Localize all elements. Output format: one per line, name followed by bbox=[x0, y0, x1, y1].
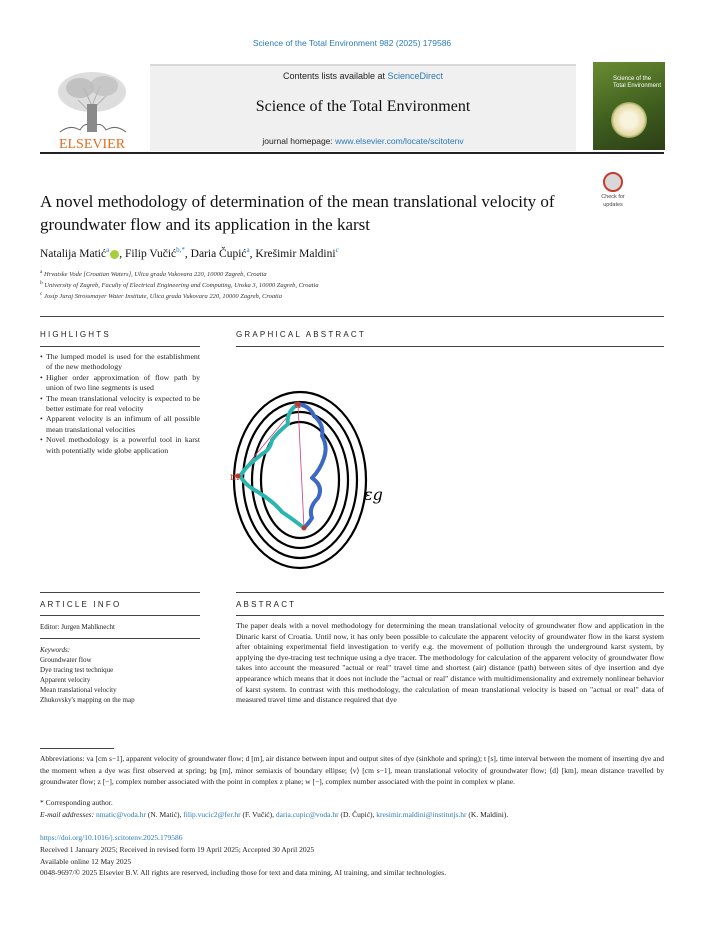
article-info-divider bbox=[40, 615, 200, 616]
contents-line: Contents lists available at ScienceDirect bbox=[282, 71, 444, 81]
cover-flower-icon bbox=[611, 102, 647, 138]
journal-reference[interactable]: Science of the Total Environment 982 (2025) 179586 bbox=[252, 38, 452, 48]
check-updates-line2: updates bbox=[603, 202, 623, 208]
email-link[interactable]: kresimir.maldini@institutjs.hr bbox=[376, 810, 467, 819]
keywords-label: Keywords: bbox=[40, 646, 71, 654]
copyright-notice: 0048-9697/© 2025 Elsevier B.V. All rights are reserved, including those for text and data mining, AI training, and similar technologies. bbox=[40, 868, 447, 877]
author-affiliation-mark[interactable]: b,* bbox=[176, 246, 185, 254]
abstract-heading: ABSTRACT bbox=[236, 600, 297, 609]
orcid-icon[interactable] bbox=[110, 250, 119, 259]
graphical-abstract-heading: GRAPHICAL ABSTRACT bbox=[236, 330, 366, 339]
graphical-abstract-bottom-divider bbox=[236, 592, 664, 593]
check-for-updates-button[interactable] bbox=[593, 172, 633, 210]
ga-label-u: u bbox=[294, 398, 302, 411]
author-list: Natalija Matić$^a$ , Filip Vučić$^{b,*}$, Daria Čupić$^a$, Krešimir Maldini$^c$ bbox=[40, 246, 339, 260]
affiliation: $^c$ Josip Juraj Strossmayer Water Institute, Ulica grada Vukovara 220, 10000 Zagreb, Croatia bbox=[40, 291, 282, 301]
keyword[interactable]: Apparent velocity bbox=[40, 676, 91, 684]
header-divider bbox=[40, 152, 664, 154]
abstract-text: The paper deals with a novel methodology for determining the mean translational velocity of groundwater flow and application in the Dinaric karst of Croatia. Until now, it has only been possible to calculate the apparent velocity of groundwater flow in the karst system after obtaining experimental field investigation to verify e.g. the movement of pollution through the underground karst system, by applying the dye-tracing test technique using a dye tracer. The methodology for calculation of the apparent velocity of groundwater flow takes into account the measured "actual or real" travel time and shortest (air) distance (path) between sites of dye insertion and dye appearance which means that it does not include the "actual or real" distance with multidimensionality and extremely nonlinear behavior of karst system. In contrast with this methodology, the calculation of mean translational velocity is based on "actual or real" data of measured travel time and distance required that dye bbox=[236, 621, 664, 705]
highlight-item: • The lumped model is used for the establishment of the new methodology bbox=[40, 352, 200, 373]
ga-label-m: m bbox=[230, 472, 240, 483]
article-info-heading: ARTICLE INFO bbox=[40, 600, 122, 609]
highlight-item: • Novel methodology is a powerful tool in karst with potentially wide globe application bbox=[40, 435, 200, 456]
highlight-item: • The mean translational velocity is expected to be better estimate for real velocity bbox=[40, 394, 200, 415]
highlight-item: • Apparent velocity is an infimum of all possible mean translational velocities bbox=[40, 414, 200, 435]
graphical-abstract-figure[interactable] bbox=[228, 388, 388, 583]
sciencedirect-link[interactable]: ScienceDirect bbox=[387, 71, 444, 81]
keyword[interactable]: Mean translational velocity bbox=[40, 686, 117, 694]
online-date: Available online 12 May 2025 bbox=[40, 857, 132, 866]
doi-link[interactable]: https://doi.org/10.1016/j.scitotenv.2025.179586 bbox=[40, 833, 183, 842]
section-divider bbox=[40, 316, 664, 317]
received-dates: Received 1 January 2025; Received in revised form 19 April 2025; Accepted 30 April 2025 bbox=[40, 845, 315, 854]
keyword[interactable]: Zhukovsky's mapping on the map bbox=[40, 696, 135, 704]
editor-line: Editor: Jurgen Mahlknecht bbox=[40, 623, 115, 631]
affiliation: $^a$ Hrvatske Vode [Croatian Waters], Ulica grada Vukovara 220, 10000 Zagreb, Croatia bbox=[40, 269, 267, 279]
highlights-divider bbox=[40, 346, 200, 347]
graphical-abstract-divider bbox=[236, 346, 664, 347]
email-link[interactable]: nmatic@voda.hr bbox=[95, 810, 146, 819]
abstract-divider bbox=[236, 615, 664, 616]
email-link[interactable]: daria.cupic@voda.hr bbox=[275, 810, 339, 819]
journal-header bbox=[150, 64, 576, 151]
highlight-item: • Higher order approximation of flow path by union of two line segments is used bbox=[40, 373, 200, 394]
check-updates-icon bbox=[603, 172, 623, 192]
corresponding-author-note: * Corresponding author. bbox=[40, 798, 113, 807]
author-affiliation-mark[interactable]: a bbox=[246, 246, 250, 254]
homepage-link[interactable]: www.elsevier.com/locate/scitotenv bbox=[335, 136, 464, 146]
editor-divider bbox=[40, 638, 200, 639]
author-name[interactable]: Filip Vučić bbox=[124, 247, 177, 260]
journal-cover-image[interactable] bbox=[593, 62, 665, 150]
cover-title: Science of the Total Environment bbox=[613, 76, 662, 89]
highlights-list bbox=[40, 352, 200, 456]
article-title: A novel methodology of determination of the mean translational velocity of groundwater flow and its application in the karst bbox=[40, 192, 555, 234]
highlights-bottom-divider bbox=[40, 592, 200, 593]
footnote-divider bbox=[40, 748, 114, 749]
abbreviations-footnote: Abbreviations: va [cm s−1], apparent velocity of groundwater flow; d [m], air distance between input and output sites of dye (sinkhole and spring); t [s], time interval between the moment of inserting dye and the moment when a dye was first observed at spring; bg [m], minor semiaxis of boundary ellipse; ⟨v⟩ [cm s−1], mean translational velocity of groundwater flow; ⟨d⟩ [km], mean distance travelled by groundwater flow; z [−], complex number associated with the point in complex z plane; w [−], complex number associated with the point in complex w plane. bbox=[40, 754, 664, 786]
keyword[interactable]: Groundwater flow bbox=[40, 656, 92, 664]
elsevier-logo[interactable] bbox=[40, 64, 144, 150]
email-addresses: E-mail addresses: nmatic@voda.hr (N. Matić), filip.vucic2@fer.hr (F. Vučić), daria.cupic@voda.hr (D. Čupić), kresimir.maldini@institutjs.hr (K. Maldini). bbox=[40, 810, 509, 819]
homepage-line: journal homepage: www.elsevier.com/locate/scitotenv bbox=[262, 136, 464, 146]
affiliation: $^b$ University of Zagreb, Faculty of Electrical Engineering and Computing, Unska 3, 10000 Zagreb, Croatia bbox=[40, 280, 319, 290]
check-updates-line1: Check for bbox=[601, 194, 625, 200]
email-link[interactable]: filip.vucic2@fer.hr bbox=[183, 810, 241, 819]
author-affiliation-mark[interactable]: a bbox=[106, 246, 110, 254]
keyword[interactable]: Dye tracing test technique bbox=[40, 666, 114, 674]
journal-title: Science of the Total Environment bbox=[255, 98, 471, 115]
highlights-heading: HIGHLIGHTS bbox=[40, 330, 111, 339]
author-name[interactable]: Natalija Matić bbox=[40, 247, 107, 260]
author-name[interactable]: Krešimir Maldini bbox=[255, 247, 336, 260]
author-affiliation-mark[interactable]: c bbox=[335, 246, 339, 254]
author-name[interactable]: Daria Čupić bbox=[190, 247, 247, 260]
elsevier-wordmark: ELSEVIER bbox=[58, 137, 126, 150]
ga-label-epsilon: εg bbox=[364, 485, 383, 504]
